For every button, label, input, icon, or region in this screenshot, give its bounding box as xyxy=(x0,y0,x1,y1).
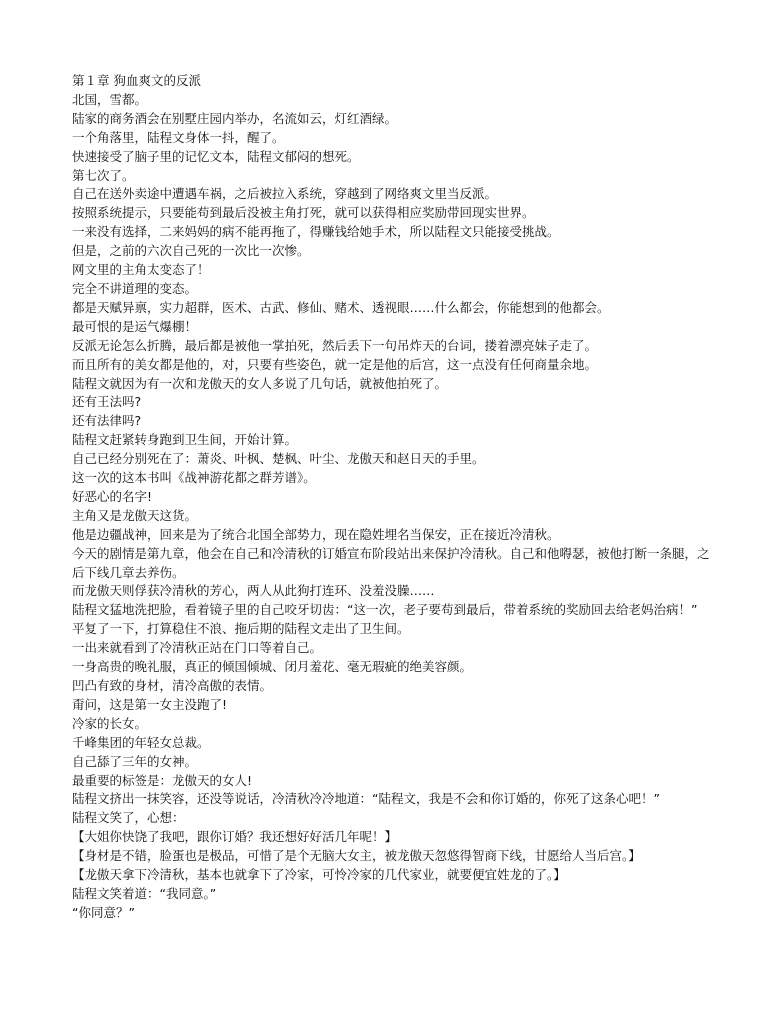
paragraph: 陆程文猛地洗把脸，看着镜子里的自己咬牙切齿：“这一次，老子要苟到最后，带着系统的奖励回去给老妈治病！” xyxy=(72,602,698,618)
paragraph: 自己在送外卖途中遭遇车祸，之后被拉入系统，穿越到了网络爽文里当反派。 xyxy=(72,186,498,202)
paragraph: 还有法律吗? xyxy=(72,413,142,429)
paragraph: 陆程文就因为有一次和龙傲天的女人多说了几句话，就被他拍死了。 xyxy=(72,375,448,391)
paragraph: 【龙傲天拿下冷清秋，基本也就拿下了冷家，可怜冷家的几代家业，就要便宜姓龙的了。】 xyxy=(72,867,566,883)
paragraph: 但是，之前的六次自己死的一次比一次惨。 xyxy=(72,243,310,259)
paragraph: 陆程文赶紧转身跑到卫生间，开始计算。 xyxy=(72,432,298,448)
paragraph: 快速接受了脑子里的记忆文本，陆程文郁闷的想死。 xyxy=(72,148,360,164)
paragraph: 他是边疆战神，回来是为了统合北国全部势力，现在隐姓埋名当保安，正在接近冷清秋。 xyxy=(72,526,560,542)
paragraph: 都是天赋异禀，实力超群，医术、古武、修仙、赌术、透视眼……什么都会，你能想到的他都会。 xyxy=(72,299,610,315)
paragraph: 完全不讲道理的变态。 xyxy=(72,280,198,296)
paragraph: 陆程文笑了，心想： xyxy=(72,810,185,826)
paragraph: 北国，雪都。 xyxy=(72,91,148,107)
paragraph: 陆家的商务酒会在别墅庄园内举办，名流如云，灯红酒绿。 xyxy=(72,110,398,126)
paragraph: 冷家的长女。 xyxy=(72,715,148,731)
paragraph: 一个角落里，陆程文身体一抖，醒了。 xyxy=(72,129,285,145)
paragraph: 第七次了。 xyxy=(72,167,135,183)
paragraph: 一来没有选择，二来妈妈的病不能再拖了，得赚钱给她手术，所以陆程文只能接受挑战。 xyxy=(72,224,560,240)
paragraph: 甭问，这是第一女主没跑了! xyxy=(72,696,228,712)
paragraph: 凹凸有致的身材，清冷高傲的表情。 xyxy=(72,678,273,693)
document-body xyxy=(72,91,712,923)
paragraph: 自己舔了三年的女神。 xyxy=(72,753,198,769)
paragraph: 【身材是不错，脸蛋也是极品，可惜了是个无脑大女主，被龙傲天忽悠得智商下线，甘愿给人当后宫。】 xyxy=(72,848,641,864)
paragraph: 千峰集团的年轻女总裁。 xyxy=(72,734,210,750)
paragraph: 自己已经分别死在了：萧炎、叶枫、楚枫、叶尘、龙傲天和赵日天的手里。 xyxy=(72,451,485,467)
paragraph: 一身高贵的晚礼服，真正的倾国倾城、闭月羞花、毫无瑕疵的绝美容颜。 xyxy=(72,659,473,675)
paragraph: 按照系统提示，只要能苟到最后没被主角打死，就可以获得相应奖励带回现实世界。 xyxy=(72,205,535,221)
paragraph: 主角又是龙傲天这货。 xyxy=(72,507,198,523)
paragraph: 好恶心的名字! xyxy=(72,488,153,504)
paragraph: 一出来就看到了冷清秋正站在门口等着自己。 xyxy=(72,640,323,656)
chapter-title: 第１章 狗血爽文的反派 xyxy=(72,73,201,88)
paragraph: 陆程文笑着道：“我同意。” xyxy=(72,885,217,901)
paragraph: 而龙傲天则俘获冷清秋的芳心，两人从此狗打连环、没羞没臊…… xyxy=(72,583,435,599)
paragraph: 网文里的主角太变态了！ xyxy=(72,262,210,278)
paragraph: 还有王法吗? xyxy=(72,394,142,410)
paragraph: 这一次的这本书叫《战神游花都之群芳谱》。 xyxy=(72,470,316,486)
paragraph: “你同意？” xyxy=(72,904,135,920)
paragraph: 反派无论怎么折腾，最后都是被他一掌拍死，然后丢下一句吊炸天的台词，搂着漂亮妹子走了。 xyxy=(72,337,598,353)
paragraph: 【大姐你快饶了我吧，跟你订婚？我还想好好活几年呢！】 xyxy=(72,829,398,845)
paragraph: 陆程文挤出一抹笑容，还没等说话，冷清秋冷冷地道：“陆程文，我是不会和你订婚的，你死了这条心吧！” xyxy=(72,791,660,807)
paragraph: 今天的剧情是第九章，他会在自己和冷清秋的订婚宣布阶段站出来保护冷清秋。自己和他嘚瑟，被他打断一条腿，之后下线几章去养伤。 xyxy=(72,545,710,580)
paragraph: 最重要的标签是：龙傲天的女人! xyxy=(72,772,253,788)
paragraph: 平复了一下，打算稳住不浪、拖后期的陆程文走出了卫生间。 xyxy=(72,621,410,637)
document-page xyxy=(72,72,712,923)
paragraph: 最可恨的是运气爆棚！ xyxy=(72,318,198,334)
paragraph: 而且所有的美女都是他的，对，只要有些姿色，就一定是他的后宫，这一点没有任何商量余地。 xyxy=(72,356,598,372)
